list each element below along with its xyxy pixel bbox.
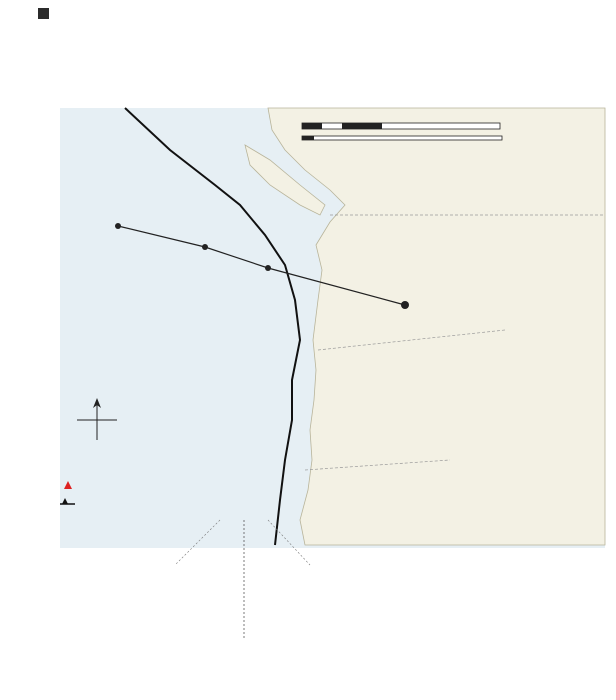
point-c-marker	[265, 265, 271, 271]
point-a-marker	[115, 223, 121, 229]
point-d-marker	[401, 301, 409, 309]
point-b-marker	[202, 244, 208, 250]
land-area	[268, 108, 605, 545]
